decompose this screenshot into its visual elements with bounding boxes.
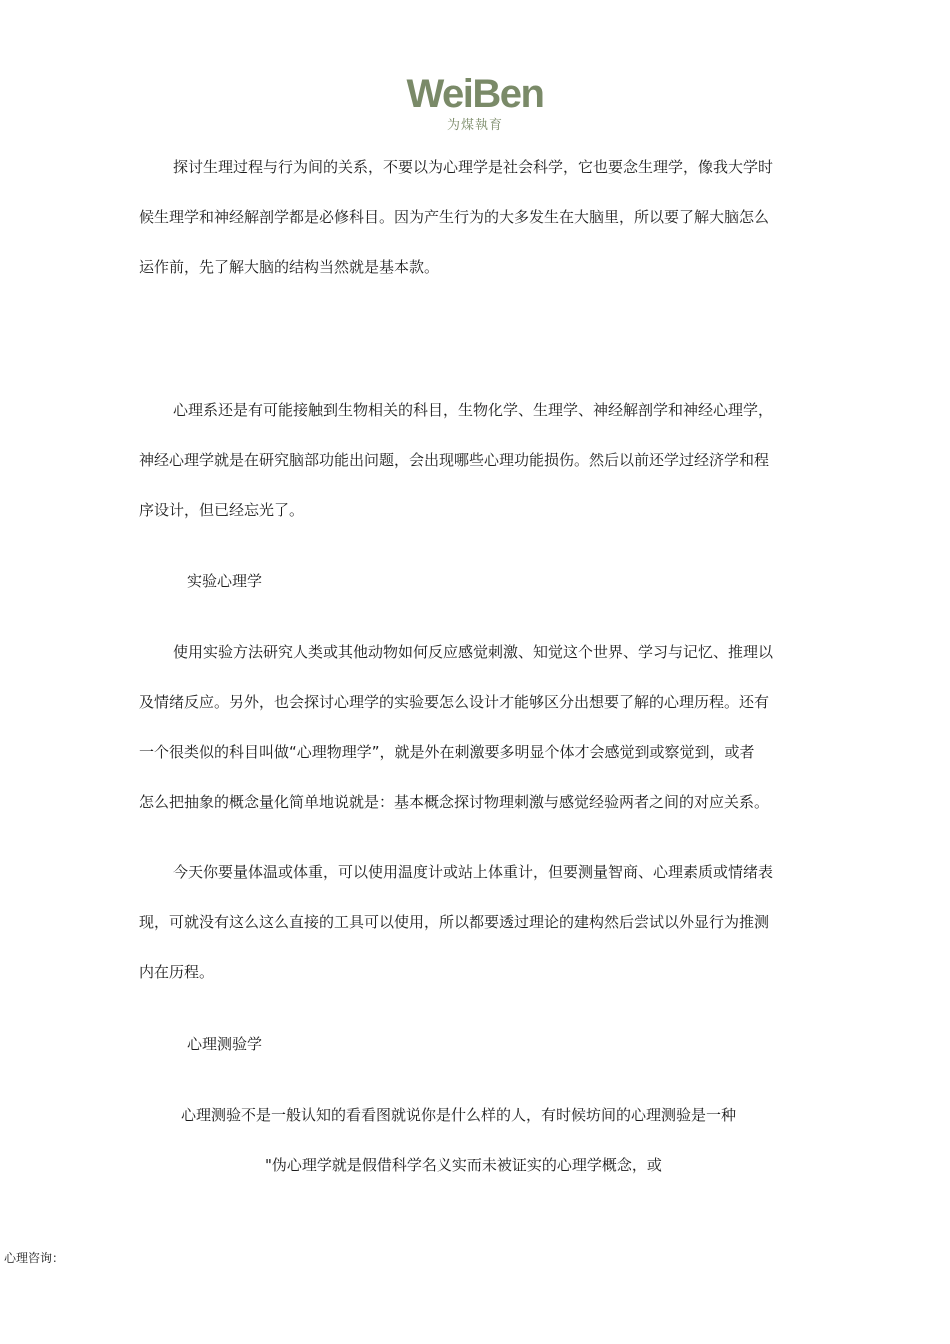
brand-logo <box>0 70 950 134</box>
logo-subtitle: 为煤執育 <box>446 118 503 133</box>
text-line: 候生理学和神经解剖学都是必修科目。因为产生行为的大多发生在大脑里，所以要了解大脑怎么 <box>139 208 770 226</box>
paragraph-physiology <box>139 142 817 292</box>
text-line: 及情绪反应。另外，也会探讨心理学的实验要怎么设计才能够区分出想要了解的心理历程。还有 <box>139 693 770 711</box>
text-line: 怎么把抽象的概念量化简单地说就是：基本概念探讨物理刺激与感觉经验两者之间的对应关系。 <box>139 793 770 811</box>
text-line: 运作前，先了解大脑的结构当然就是基本款。 <box>139 258 440 276</box>
text-line: 使用实验方法研究人类或其他动物如何反应感觉刺激、知觉这个世界、学习与记忆、推理以 <box>173 643 774 661</box>
paragraph-measurement <box>139 847 817 997</box>
section-heading-psychological-testing: 心理测验学 <box>187 1035 263 1053</box>
text-line: 探讨生理过程与行为间的关系，不要以为心理学是社会科学，它也要念生理学，像我大学时 <box>173 158 774 176</box>
text-line: 神经心理学就是在研究脑部功能出问题，会出现哪些心理功能损伤。然后以前还学过经济学和程 <box>139 451 770 469</box>
text-line: 现，可就没有这么这么直接的工具可以使用，所以都要透过理论的建构然后尝试以外显行为推测 <box>139 913 770 931</box>
paragraph-experimental-psychology <box>139 627 817 827</box>
paragraph-testing-line-1: 心理测验不是一般认知的看看图就说你是什么样的人，有时候坊间的心理测验是一种 <box>181 1106 737 1124</box>
paragraph-biology-courses <box>139 385 817 535</box>
text-line: 序设计，但已经忘光了。 <box>139 501 305 519</box>
text-line: 今天你要量体温或体重，可以使用温度计或站上体重计，但要测量智商、心理素质或情绪表 <box>173 863 774 881</box>
footer-label: 心理咨询： <box>4 1251 65 1265</box>
text-line: 心理系还是有可能接触到生物相关的科目，生物化学、生理学、神经解剖学和神经心理学， <box>173 401 774 419</box>
text-line: 一个很类似的科目叫做“心理物理学”，就是外在刺激要多明显个体才会感觉到或察觉到，或者 <box>139 743 755 761</box>
text-line: 内在历程。 <box>139 963 215 981</box>
logo-wordmark: WeiBen <box>406 72 544 116</box>
section-heading-experimental-psychology: 实验心理学 <box>187 572 263 590</box>
paragraph-testing-line-2: "伪心理学就是假借科学名义实而未被证实的心理学概念，或 <box>265 1156 662 1174</box>
